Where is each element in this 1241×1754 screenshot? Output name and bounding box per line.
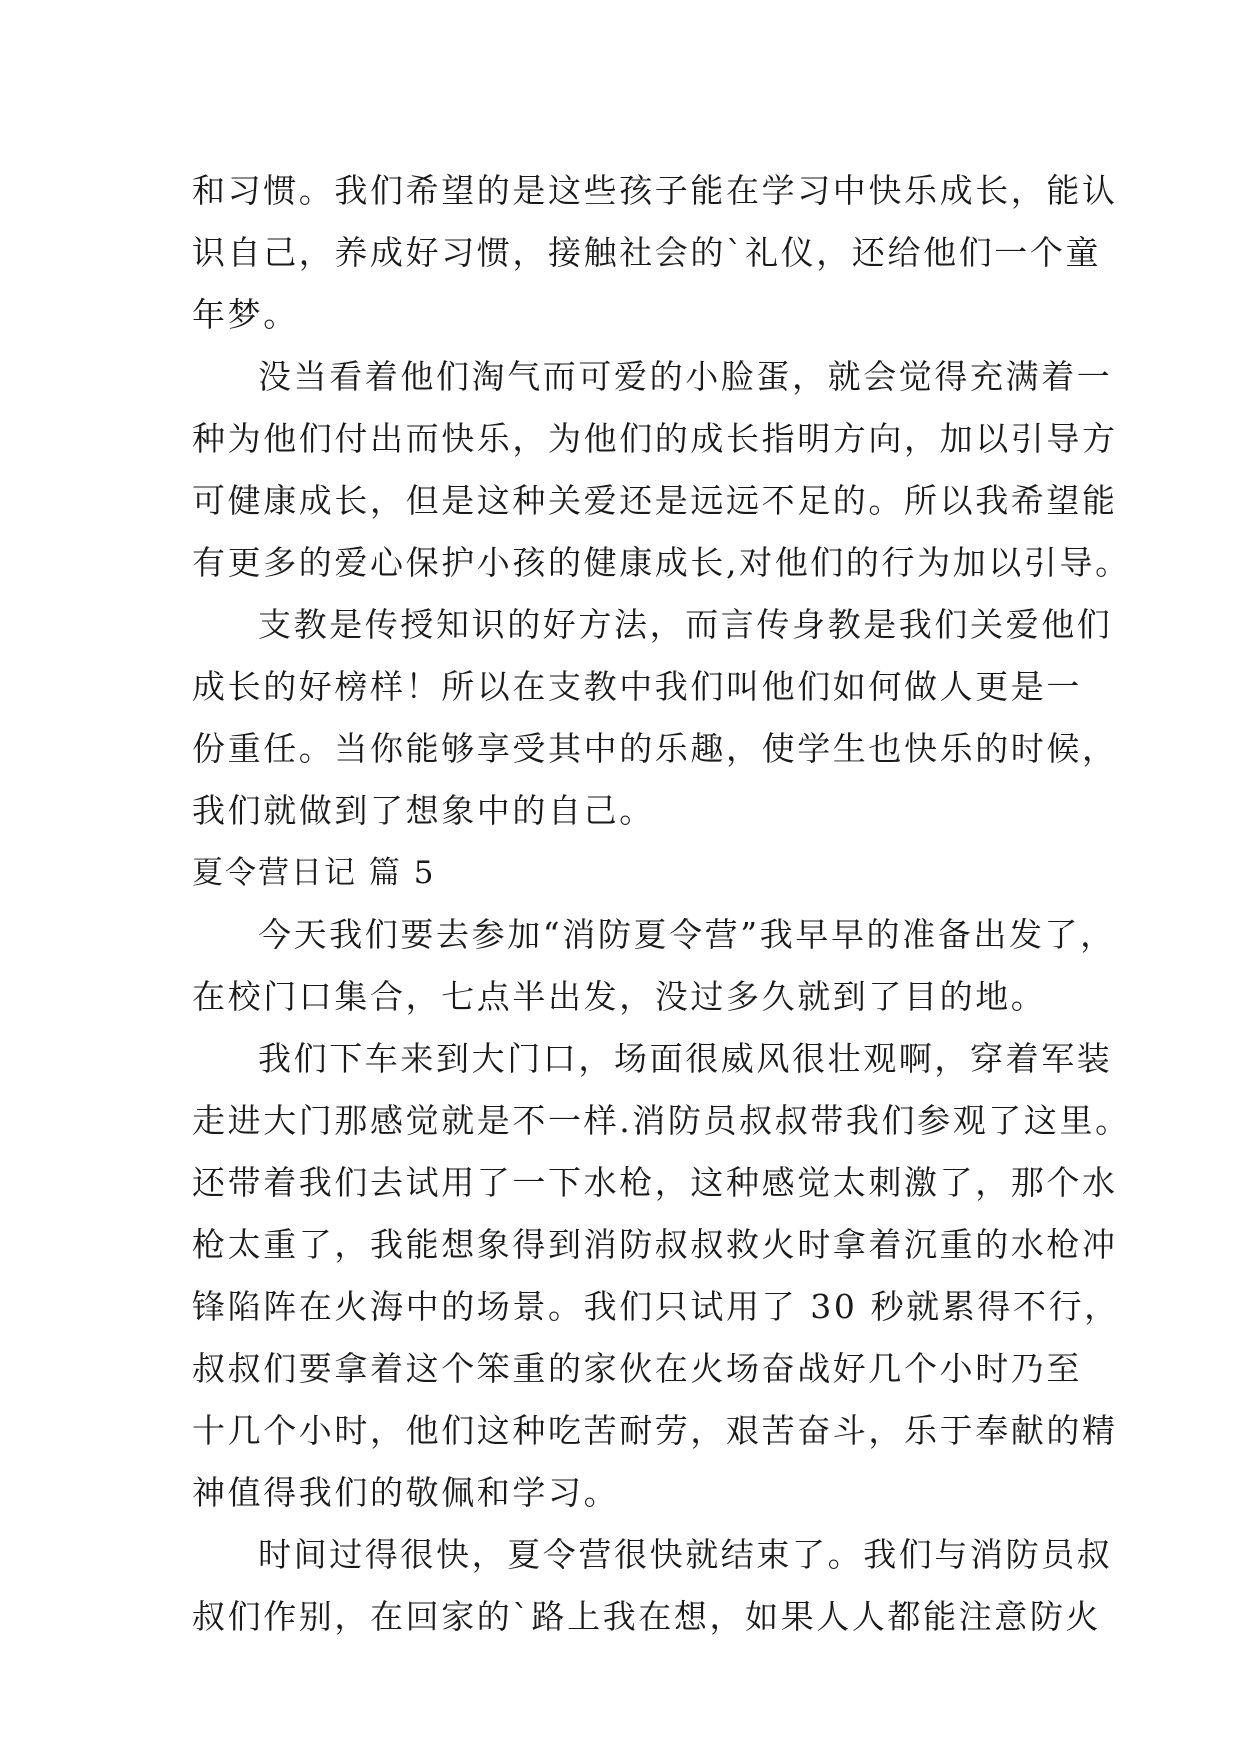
paragraph-start-line: 没当看着他们淘气而可爱的小脸蛋，就会觉得充满着一 [258, 357, 1113, 396]
paragraph-start-line: 时间过得很快，夏令营很快就结束了。我们与消防员叔 [258, 1535, 1113, 1574]
text-line: 十几个小时，他们这种吃苦耐劳，艰苦奋斗，乐于奉献的精 [192, 1411, 1118, 1450]
text-line: 在校门口集合，七点半出发，没过多久就到了目的地。 [192, 977, 1047, 1016]
section-heading: 夏令营日记 篇 5 [192, 855, 436, 891]
text-line: 叔叔们要拿着这个笨重的家伙在火场奋战好几个小时乃至 [192, 1349, 1082, 1388]
paragraph-start-line: 今天我们要去参加“消防夏令营”我早早的准备出发了， [258, 915, 1116, 954]
text-line: 可健康成长，但是这种关爱还是远远不足的。所以我希望能 [192, 481, 1118, 520]
text-line: 有更多的爱心保护小孩的健康成长,对他们的行为加以引导。 [192, 543, 1131, 582]
text-line: 成长的好榜样！所以在支教中我们叫他们如何做人更是一 [192, 667, 1082, 706]
text-line: 种为他们付出而快乐，为他们的成长指明方向，加以引导方 [192, 419, 1118, 458]
document-body [192, 160, 1131, 1648]
text-line: 份重任。当你能够享受其中的乐趣，使学生也快乐的时候， [192, 729, 1118, 768]
text-line: 我们就做到了想象中的自己。 [192, 791, 655, 830]
text-line: 神值得我们的敬佩和学习。 [192, 1473, 620, 1512]
text-line: 和习惯。我们希望的是这些孩子能在学习中快乐成长，能认 [192, 171, 1118, 210]
text-line: 识自己，养成好习惯，接触社会的`礼仪，还给他们一个童 [192, 233, 1102, 272]
paragraph-start-line: 我们下车来到大门口，场面很威风很壮观啊，穿着军装 [258, 1039, 1113, 1078]
text-line: 走进大门那感觉就是不一样.消防员叔叔带我们参观了这里。 [192, 1101, 1131, 1140]
text-line: 锋陷阵在火海中的场景。我们只试用了 30 秒就累得不行， [192, 1287, 1120, 1326]
text-line: 年梦。 [192, 295, 299, 334]
paragraph-start-line: 支教是传授知识的好方法，而言传身教是我们关爱他们 [258, 605, 1113, 644]
text-line: 枪太重了，我能想象得到消防叔叔救火时拿着沉重的水枪冲 [192, 1225, 1118, 1264]
text-line: 叔们作别，在回家的`路上我在想，如果人人都能注意防火 [192, 1597, 1102, 1636]
text-line: 还带着我们去试用了一下水枪，这种感觉太刺激了，那个水 [192, 1163, 1118, 1202]
